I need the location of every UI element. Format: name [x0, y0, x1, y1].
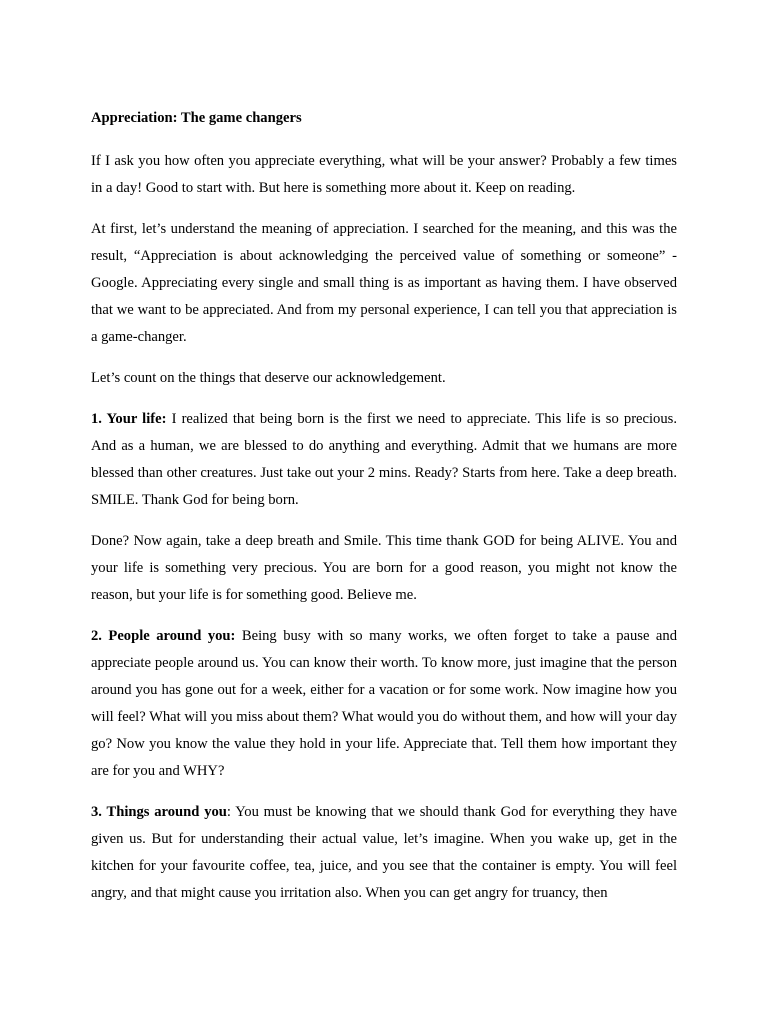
paragraph-lead-things: 3. Things around you [91, 804, 227, 820]
paragraph-text: At first, let’s understand the meaning of appreciation. I searched for the meaning, and this was the result, “Appreciation is about acknowledging the perceived value of something or someone” - Google. Appreciating every single and small thing is as important as having them. I have observed that we want to be appreciated. And from my personal experience, I can tell you that appreciation is a game-changer. [91, 221, 677, 345]
paragraph-count [91, 365, 677, 392]
paragraph-meaning [91, 216, 677, 351]
paragraph-things [91, 799, 677, 907]
paragraph-text: Done? Now again, take a deep breath and Smile. This time thank GOD for being ALIVE. You and your life is something very precious. You are born for a good reason, you might not know the reason, but your life is for something good. Believe me. [91, 533, 677, 603]
paragraph-text: Being busy with so many works, we often forget to take a pause and appreciate people around us. You can know their worth. To know more, just imagine that the person around you has gone out for a week, either for a vacation or for some work. Now imagine how you will feel? What will you miss about them? What would you do without them, and how will your day go? Now you know the value they hold in your life. Appreciate that. Tell them how important they are for you and WHY? [91, 628, 677, 779]
paragraph-alive [91, 528, 677, 609]
paragraph-your-life [91, 406, 677, 514]
paragraph-lead-your-life: 1. Your life: [91, 411, 167, 427]
paragraph-intro [91, 148, 677, 202]
paragraph-text: : You must be knowing that we should thank God for everything they have given us. But for understanding their actual value, let’s imagine. When you wake up, get in the kitchen for your favourite coffee, tea, juice, and you see that the container is empty. You will feel angry, and that might cause you irritation also. When you can get angry for truancy, then [91, 804, 677, 901]
paragraph-text: If I ask you how often you appreciate everything, what will be your answer? Probably a few times in a day! Good to start with. But here is something more about it. Keep on reading. [91, 153, 677, 196]
paragraph-text: Let’s count on the things that deserve our acknowledgement. [91, 370, 446, 386]
paragraph-lead-people: 2. People around you: [91, 628, 236, 644]
paragraph-text: I realized that being born is the first we need to appreciate. This life is so precious. And as a human, we are blessed to do anything and everything. Admit that we humans are more blessed than other creatures. Just take out your 2 mins. Ready? Starts from here. Take a deep breath. SMILE. Thank God for being born. [91, 411, 677, 508]
document-title: Appreciation: The game changers [91, 110, 302, 126]
document-body [91, 106, 677, 921]
paragraph-people [91, 623, 677, 785]
